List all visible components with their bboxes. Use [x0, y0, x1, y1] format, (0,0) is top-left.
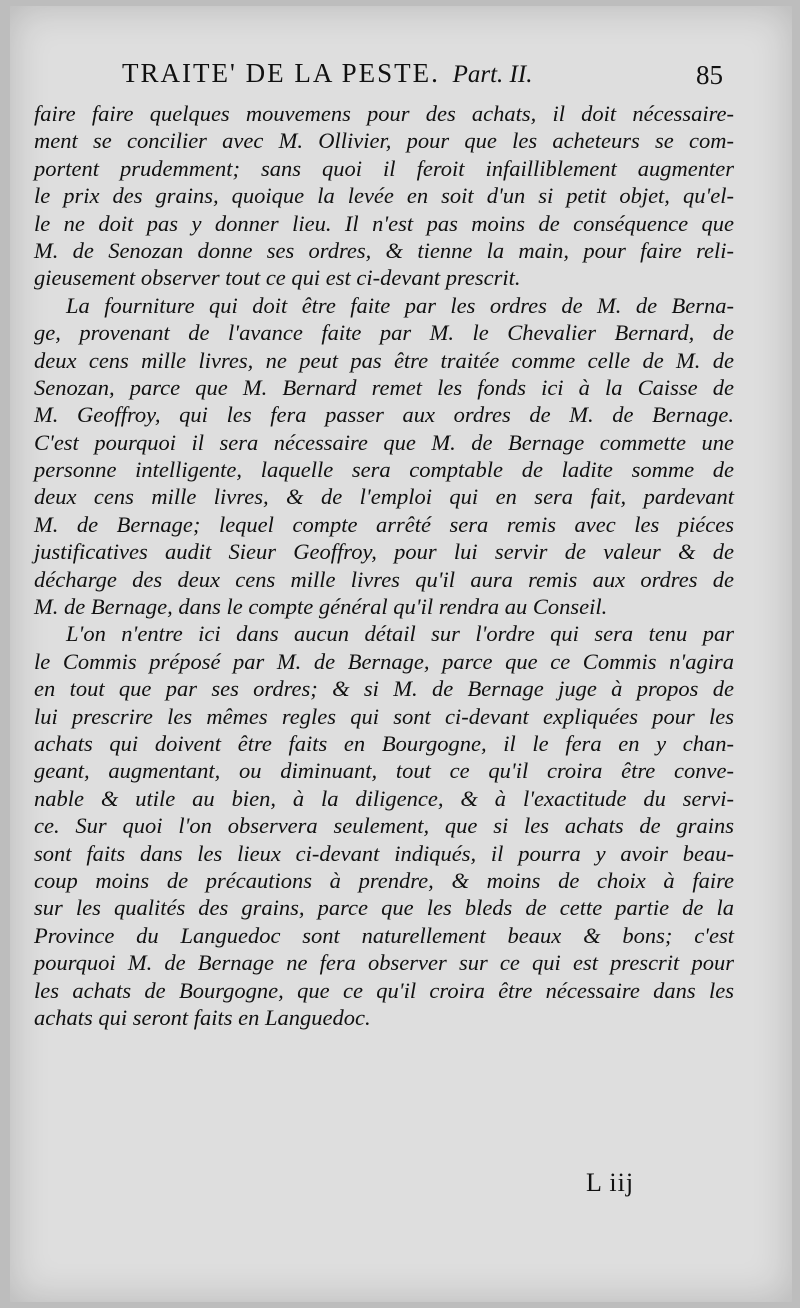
page-number: 85 — [696, 60, 723, 90]
book-page — [10, 6, 792, 1302]
page-body-text — [34, 100, 734, 1031]
text-line: lui prescrire les mêmes regles qui sont ci-devant expliquées pour les — [34, 703, 734, 729]
text-line: le prix des grains, quoique la levée en soit d'un si petit objet, qu'el- — [34, 183, 734, 209]
text-line: M. de Senozan donne ses ordres, & tienne la main, pour faire reli- — [34, 237, 734, 263]
text-line: achats qui doivent être faits en Bourgogne, il le fera en y chan- — [34, 730, 734, 756]
text-line: en tout que par ses ordres; & si M. de Bernage juge à propos de — [34, 676, 734, 702]
text-line: sont faits dans les lieux ci-devant indiqués, il pourra y avoir beau- — [34, 840, 734, 866]
text-line: ment se concilier avec M. Ollivier, pour que les acheteurs se com- — [34, 128, 734, 154]
text-line: les achats de Bourgogne, que ce qu'il croira être nécessaire dans les — [34, 977, 734, 1003]
text-line: portent prudemment; sans quoi il feroit infailliblement augmenter — [34, 155, 734, 181]
text-line: M. de Bernage; lequel compte arrêté sera remis avec les piéces — [34, 511, 734, 537]
text-line: décharge des deux cens mille livres qu'il aura remis aux ordres de — [34, 566, 734, 592]
text-line: coup moins de précautions à prendre, & moins de choix à faire — [34, 867, 734, 893]
text-line: Province du Languedoc sont naturellement beaux & bons; c'est — [34, 922, 734, 948]
text-line: La fourniture qui doit être faite par les ordres de M. de Berna- — [66, 292, 734, 318]
text-line: ce. Sur quoi l'on observera seulement, que si les achats de grains — [34, 813, 734, 839]
text-line: deux cens mille livres, ne peut pas être traitée comme celle de M. de — [34, 347, 734, 373]
text-line: C'est pourquoi il sera nécessaire que M. de Bernage commette une — [34, 429, 734, 455]
text-line: achats qui seront faits en Languedoc. — [34, 1004, 371, 1030]
text-line: L'on n'entre ici dans aucun détail sur l'ordre qui sera tenu par — [66, 621, 734, 647]
header-part: Part. II. — [452, 61, 533, 88]
text-line: le ne doit pas y donner lieu. Il n'est pas moins de conséquence que — [34, 210, 734, 236]
header-title: TRAITE' DE LA PESTE. — [122, 58, 440, 88]
text-line: personne intelligente, laquelle sera comptable de ladite somme de — [34, 457, 734, 483]
signature-mark: L iij — [586, 1168, 635, 1197]
text-line: ge, provenant de l'avance faite par M. le Chevalier Bernard, de — [34, 320, 734, 346]
text-line: le Commis préposé par M. de Bernage, parce que ce Commis n'agira — [34, 648, 734, 674]
text-line: faire faire quelques mouvemens pour des achats, il doit nécessaire- — [34, 101, 734, 126]
text-line: justificatives audit Sieur Geoffroy, pour lui servir de valeur & de — [34, 539, 734, 565]
running-header — [122, 58, 742, 89]
text-line: gieusement observer tout ce qui est ci-devant prescrit. — [34, 265, 521, 291]
text-line: deux cens mille livres, & de l'emploi qui en sera fait, pardevant — [34, 484, 734, 510]
text-line: Senozan, parce que M. Bernard remet les fonds ici à la Caisse de — [34, 374, 734, 400]
text-line: nable & utile au bien, à la diligence, & à l'exactitude du servi- — [34, 785, 734, 811]
text-line: M. de Bernage, dans le compte général qu'il rendra au Conseil. — [34, 594, 608, 620]
text-line: pourquoi M. de Bernage ne fera observer sur ce qui est prescrit pour — [34, 950, 734, 976]
text-line: sur les qualités des grains, parce que les bleds de cette partie de la — [34, 895, 734, 921]
text-line: geant, augmentant, ou diminuant, tout ce qu'il croira être conve- — [34, 758, 734, 784]
text-line: M. Geoffroy, qui les fera passer aux ordres de M. de Bernage. — [34, 402, 734, 428]
